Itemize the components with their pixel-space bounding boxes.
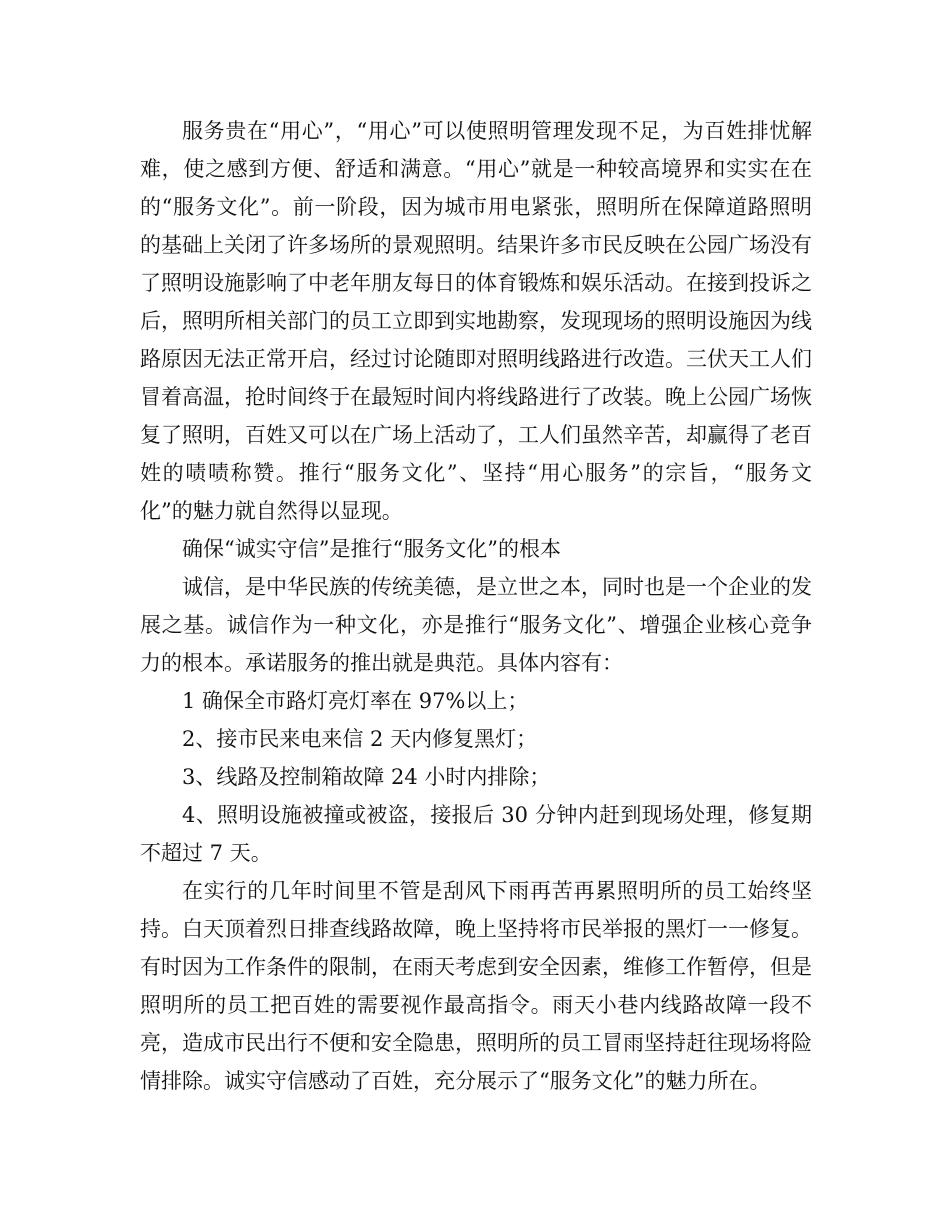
paragraph-诚信: 诚信，是中华民族的传统美德，是立世之本，同时也是一个企业的发展之基。诚信作为一种文化，亦是推行“服务文化”、增强企业核心竞争力的根本。承诺服务的推出就是典范。具体内容有： bbox=[140, 575, 812, 675]
section-heading-诚实守信: 确保“诚实守信”是推行“服务文化”的根本 bbox=[182, 537, 561, 561]
paragraph-实行: 在实行的几年时间里不管是刮风下雨再苦再累照明所的员工始终坚持。白天顶着烈日排查线路故障，晚上坚持将市民举报的黑灯一一修复。有时因为工作条件的限制，在雨天考虑到安全因素，维修工作暂停，但是照明所的员工把百姓的需要视作最高指令。雨天小巷内线路故障一段不亮，造成市民出行不便和安全隐患，照明所的员工冒雨坚持赶往现场将险情排除。诚实守信感动了百姓，充分展示了“服务文化”的魅力所在。 bbox=[140, 879, 812, 1093]
list-item-2: 2、接市民来电来信 2 天内修复黑灯； bbox=[182, 727, 538, 751]
list-item-4: 4、照明设施被撞或被盗，接报后 30 分钟内赶到现场处理，修复期不超过 7 天。 bbox=[140, 803, 812, 865]
document-page bbox=[140, 112, 812, 1100]
paragraph-用心服务: 服务贵在“用心”，“用心”可以使照明管理发现不足，为百姓排忧解难，使之感到方便、舒适和满意。“用心”就是一种较高境界和实实在在的“服务文化”。前一阶段，因为城市用电紧张，照明所在保障道路照明的基础上关闭了许多场所的景观照明。结果许多市民反映在公园广场没有了照明设施影响了中老年朋友每日的体育锻炼和娱乐活动。在接到投诉之后，照明所相关部门的员工立即到实地勘察，发现现场的照明设施因为线路原因无法正常开启，经过讨论随即对照明线路进行改造。三伏天工人们冒着高温，抢时间终于在最短时间内将线路进行了改装。晚上公园广场恢复了照明，百姓又可以在广场上活动了，工人们虽然辛苦，却赢得了老百姓的啧啧称赞。推行“服务文化”、坚持“用心服务”的宗旨，“服务文化”的魅力就自然得以显现。 bbox=[140, 119, 812, 523]
list-item-1: 1 确保全市路灯亮灯率在 97%以上； bbox=[182, 689, 529, 713]
list-item-3: 3、线路及控制箱故障 24 小时内排除； bbox=[182, 765, 551, 789]
